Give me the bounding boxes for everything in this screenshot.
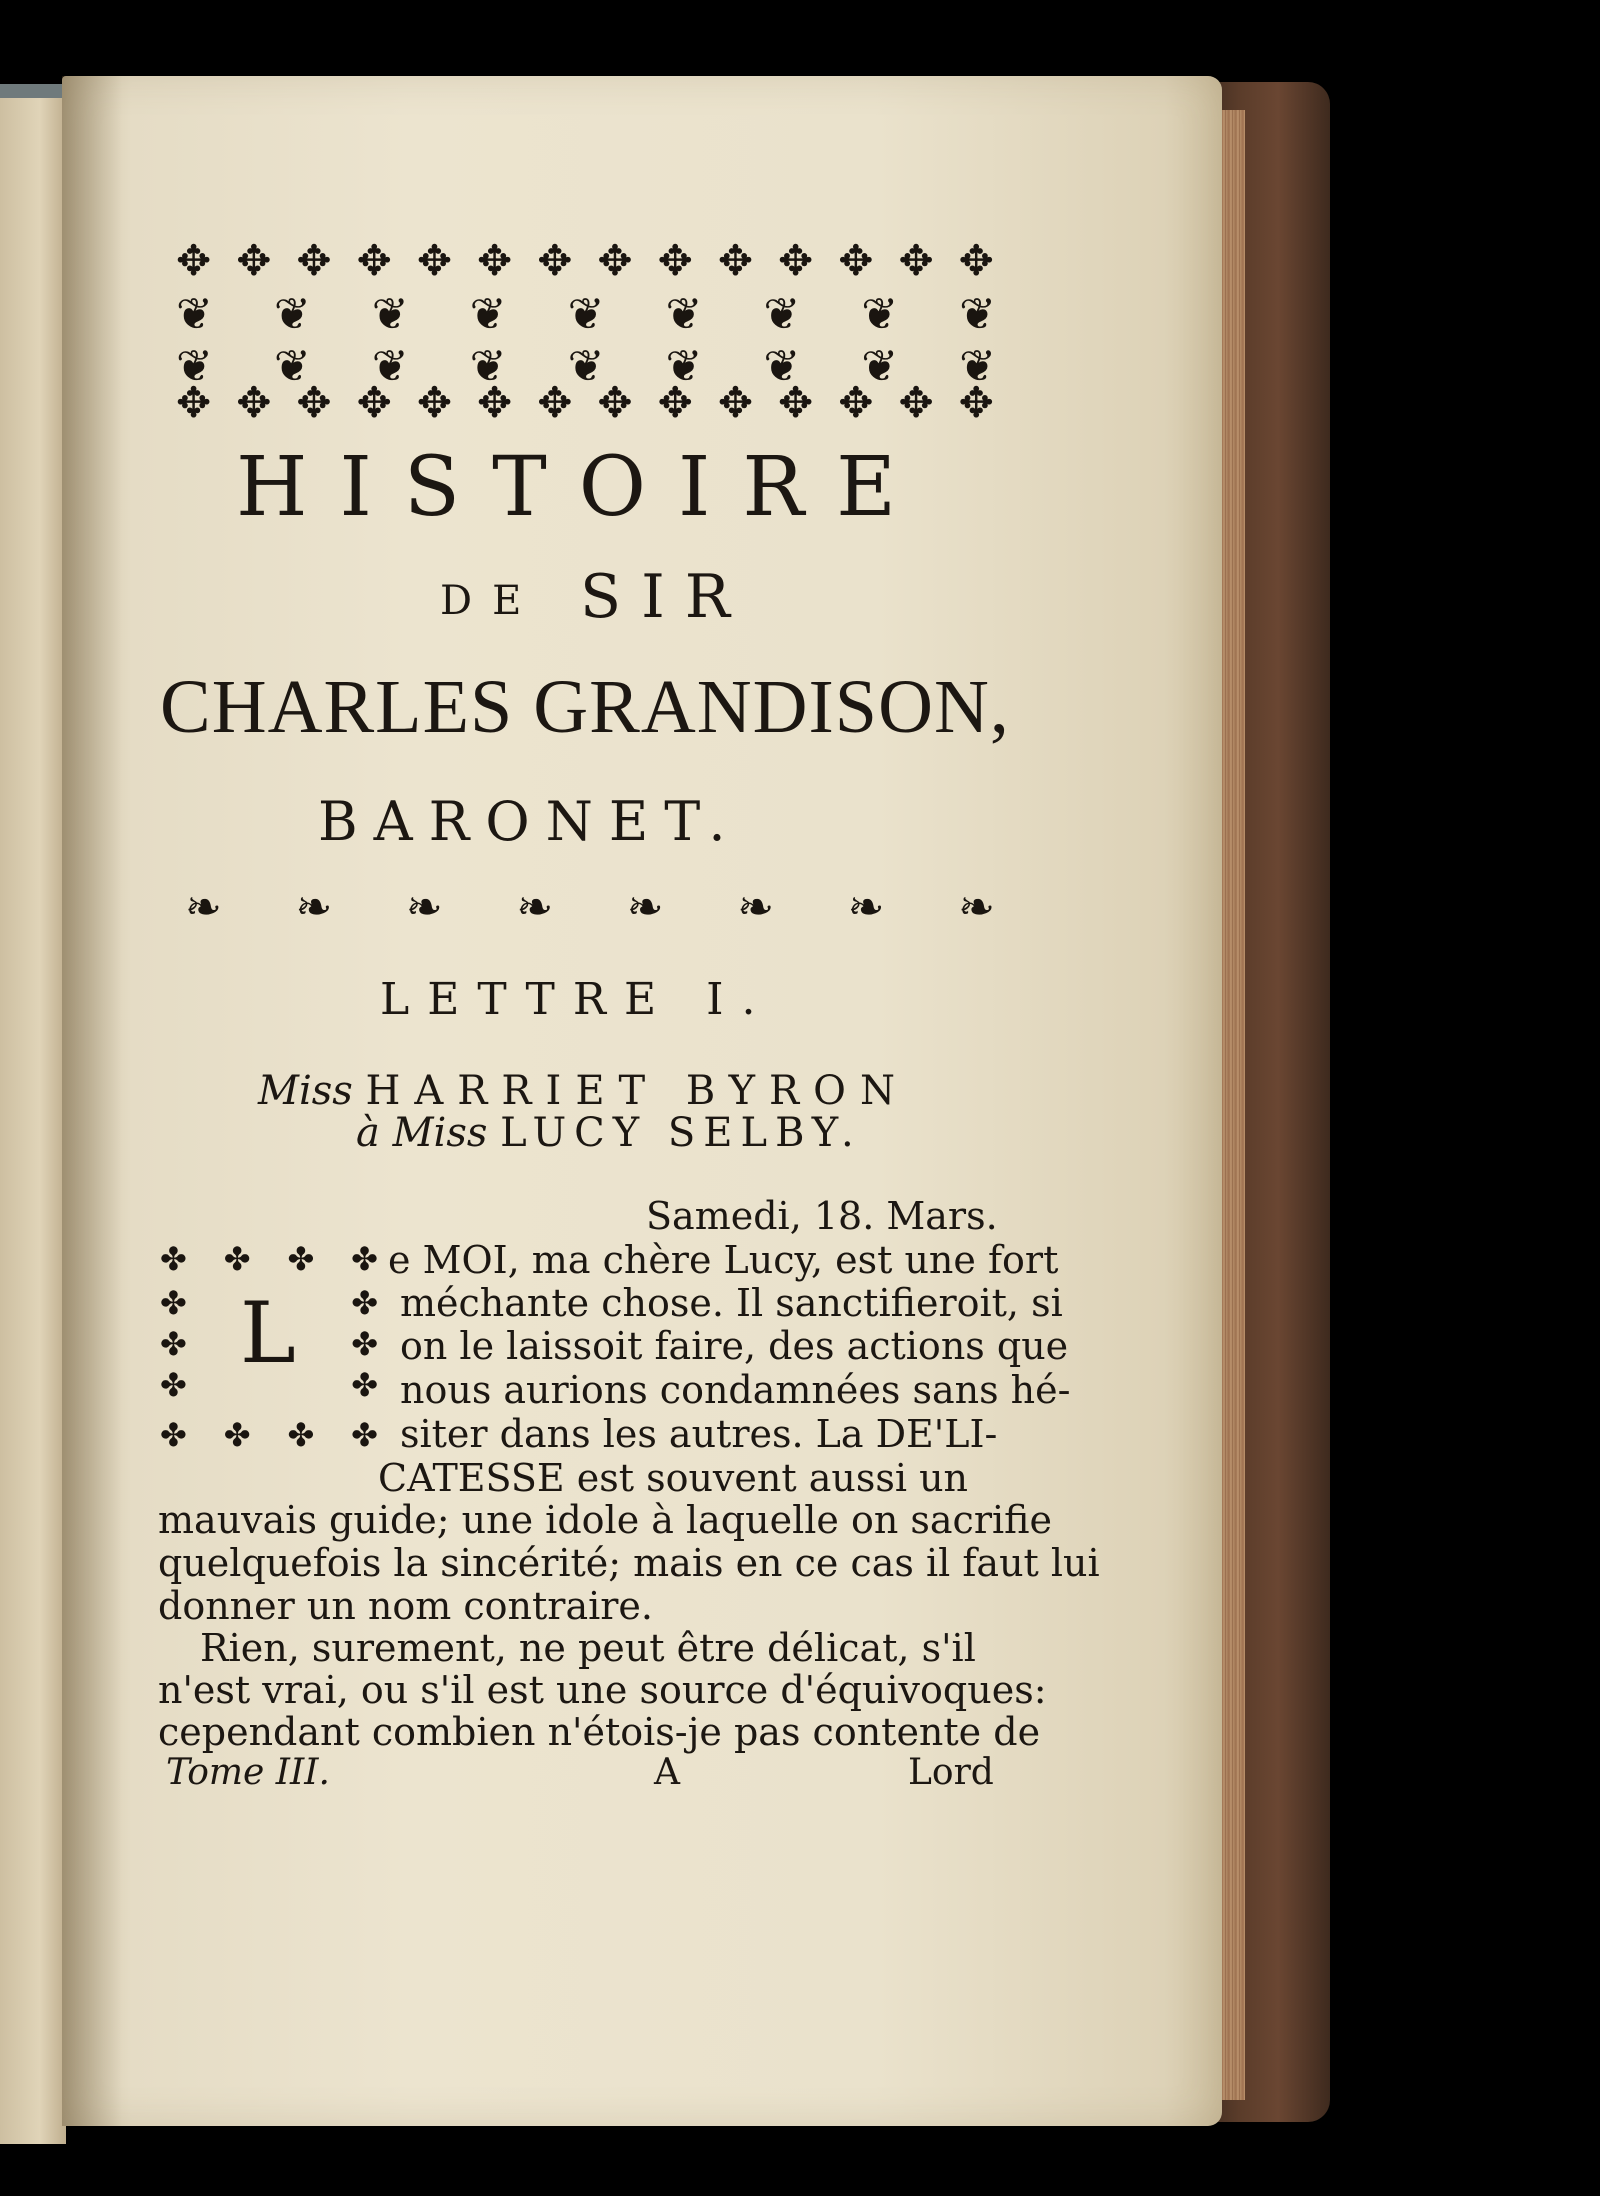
ornament-icon: ✤ xyxy=(287,1416,315,1454)
fleuron-icon: ✥ xyxy=(176,235,214,285)
fleuron-icon: ❦ xyxy=(763,340,801,392)
fleuron-icon: ❧ xyxy=(626,882,664,933)
letter-heading: LETTRE I. xyxy=(380,974,774,1025)
ornament-icon: ✤ xyxy=(223,1416,251,1454)
fleuron-icon: ✥ xyxy=(356,235,394,285)
fleuron-icon: ✥ xyxy=(597,235,635,285)
fleuron-icon: ❧ xyxy=(737,882,775,933)
ornament-icon: ✤ xyxy=(351,1366,378,1404)
fleuron-icon: ❦ xyxy=(665,340,703,392)
fleuron-icon: ✥ xyxy=(477,235,515,285)
fleuron-icon: ✥ xyxy=(296,377,334,427)
ornament-icon: ✤ xyxy=(351,1284,378,1322)
fleuron-icon: ✥ xyxy=(778,377,816,427)
fleuron-icon: ❧ xyxy=(958,882,995,933)
recipient-prefix: à Miss xyxy=(356,1110,488,1156)
fleuron-icon: ❦ xyxy=(567,288,605,340)
fleuron-icon: ✥ xyxy=(296,235,334,285)
body-line: siter dans les autres. La DE'LI- xyxy=(400,1412,998,1456)
fleuron-icon: ✥ xyxy=(838,235,876,285)
fleuron-icon: ✥ xyxy=(537,377,575,427)
previous-page-top-band xyxy=(0,84,66,98)
fleuron-icon: ❦ xyxy=(176,340,213,392)
headpiece-ornament-row xyxy=(176,378,996,426)
fleuron-icon: ❦ xyxy=(273,340,311,392)
ornament-icon: ✤ xyxy=(351,1325,378,1363)
previous-page-edge xyxy=(0,84,66,2144)
recipient-name: LUCY SELBY. xyxy=(500,1110,862,1156)
fleuron-icon: ✥ xyxy=(778,235,816,285)
title-charles-grandison: CHARLES GRANDISON, xyxy=(160,665,1010,749)
drop-cap-letter: L xyxy=(240,1284,296,1382)
signature-mark: A xyxy=(654,1752,680,1793)
fleuron-icon: ❦ xyxy=(763,288,801,340)
sender-name: HARRIET BYRON xyxy=(365,1068,909,1114)
fleuron-icon: ❦ xyxy=(176,288,213,340)
fleuron-icon: ❦ xyxy=(371,340,409,392)
ornament-icon: ✤ xyxy=(160,1366,187,1404)
fleuron-icon: ✥ xyxy=(236,235,274,285)
fleuron-icon: ✥ xyxy=(176,377,214,427)
fleuron-icon: ❧ xyxy=(847,882,885,933)
body-line: quelquefois la sincérité; mais en ce cas il faut lui xyxy=(158,1541,1100,1585)
title-baronet: BARONET. xyxy=(318,790,742,853)
fleuron-icon: ❧ xyxy=(516,882,554,933)
body-line: méchante chose. Il sanctifieroit, si xyxy=(400,1281,1063,1325)
fleuron-icon: ❧ xyxy=(185,882,222,933)
body-line: donner un nom contraire. xyxy=(158,1584,653,1628)
fleuron-icon: ✥ xyxy=(537,235,575,285)
fleuron-icon: ❦ xyxy=(861,340,899,392)
ornament-icon: ✤ xyxy=(223,1240,251,1278)
fleuron-icon: ❦ xyxy=(959,340,996,392)
fleuron-icon: ❦ xyxy=(469,340,507,392)
fleuron-icon: ✥ xyxy=(898,235,936,285)
fleuron-icon: ❦ xyxy=(959,288,996,340)
fleuron-icon: ❦ xyxy=(861,288,899,340)
fleuron-icon: ✥ xyxy=(717,377,756,427)
fleuron-icon: ❧ xyxy=(405,882,443,933)
divider-ornament-row xyxy=(185,882,995,933)
fleuron-icon: ❧ xyxy=(295,882,333,933)
fleuron-icon: ❦ xyxy=(665,288,703,340)
fleuron-icon: ✥ xyxy=(898,377,936,427)
fleuron-icon: ✥ xyxy=(838,377,876,427)
body-line: cependant combien n'étois-je pas contente de xyxy=(158,1710,1041,1754)
body-line: n'est vrai, ou s'il est une source d'équivoques: xyxy=(158,1668,1047,1712)
letter-sender xyxy=(258,1068,909,1114)
drop-cap-frame xyxy=(160,1240,378,1454)
body-line: Rien, surement, ne peut être délicat, s'il xyxy=(200,1626,976,1670)
ornament-icon: ✤ xyxy=(160,1416,187,1454)
fleuron-icon: ✥ xyxy=(958,377,996,427)
body-line: on le laissoit faire, des actions que xyxy=(400,1324,1069,1368)
body-line: mauvais guide; une idole à laquelle on sacrifie xyxy=(158,1498,1052,1542)
catchword: Lord xyxy=(908,1752,994,1793)
fleuron-icon: ✥ xyxy=(416,377,455,427)
headpiece-ornament-row xyxy=(176,236,996,284)
fleuron-icon: ✥ xyxy=(717,235,756,285)
ornament-icon: ✤ xyxy=(160,1284,187,1322)
gutter-shadow xyxy=(62,76,122,2126)
fleuron-icon: ✥ xyxy=(416,235,455,285)
ornament-icon: ✤ xyxy=(160,1240,187,1278)
fleuron-icon: ❦ xyxy=(567,340,605,392)
volume-label: Tome III. xyxy=(166,1752,330,1793)
ornament-icon: ✤ xyxy=(160,1325,187,1363)
body-line: nous aurions condamnées sans hé- xyxy=(400,1368,1071,1412)
title-histoire: HISTOIRE xyxy=(236,440,928,535)
headpiece-ornament-row xyxy=(176,290,996,338)
fleuron-icon: ✥ xyxy=(477,377,515,427)
letter-recipient xyxy=(356,1110,862,1156)
title-sir: SIR xyxy=(580,562,750,632)
title-de: DE xyxy=(440,578,542,624)
ornament-icon: ✤ xyxy=(351,1416,378,1454)
fleuron-icon: ✥ xyxy=(356,377,394,427)
ornament-icon: ✤ xyxy=(351,1240,378,1278)
fleuron-icon: ✥ xyxy=(958,235,996,285)
ornament-icon: ✤ xyxy=(287,1240,315,1278)
fleuron-icon: ❦ xyxy=(469,288,507,340)
fleuron-icon: ✥ xyxy=(236,377,274,427)
sender-prefix: Miss xyxy=(258,1068,353,1114)
body-line: e MOI, ma chère Lucy, est une fort xyxy=(388,1238,1059,1282)
letter-date: Samedi, 18. Mars. xyxy=(646,1194,998,1238)
body-line: CATESSE est souvent aussi un xyxy=(378,1456,969,1500)
fleuron-icon: ✥ xyxy=(657,377,695,427)
fleuron-icon: ❦ xyxy=(371,288,409,340)
fleuron-icon: ✥ xyxy=(657,235,695,285)
fleuron-icon: ✥ xyxy=(597,377,635,427)
fleuron-icon: ❦ xyxy=(273,288,311,340)
